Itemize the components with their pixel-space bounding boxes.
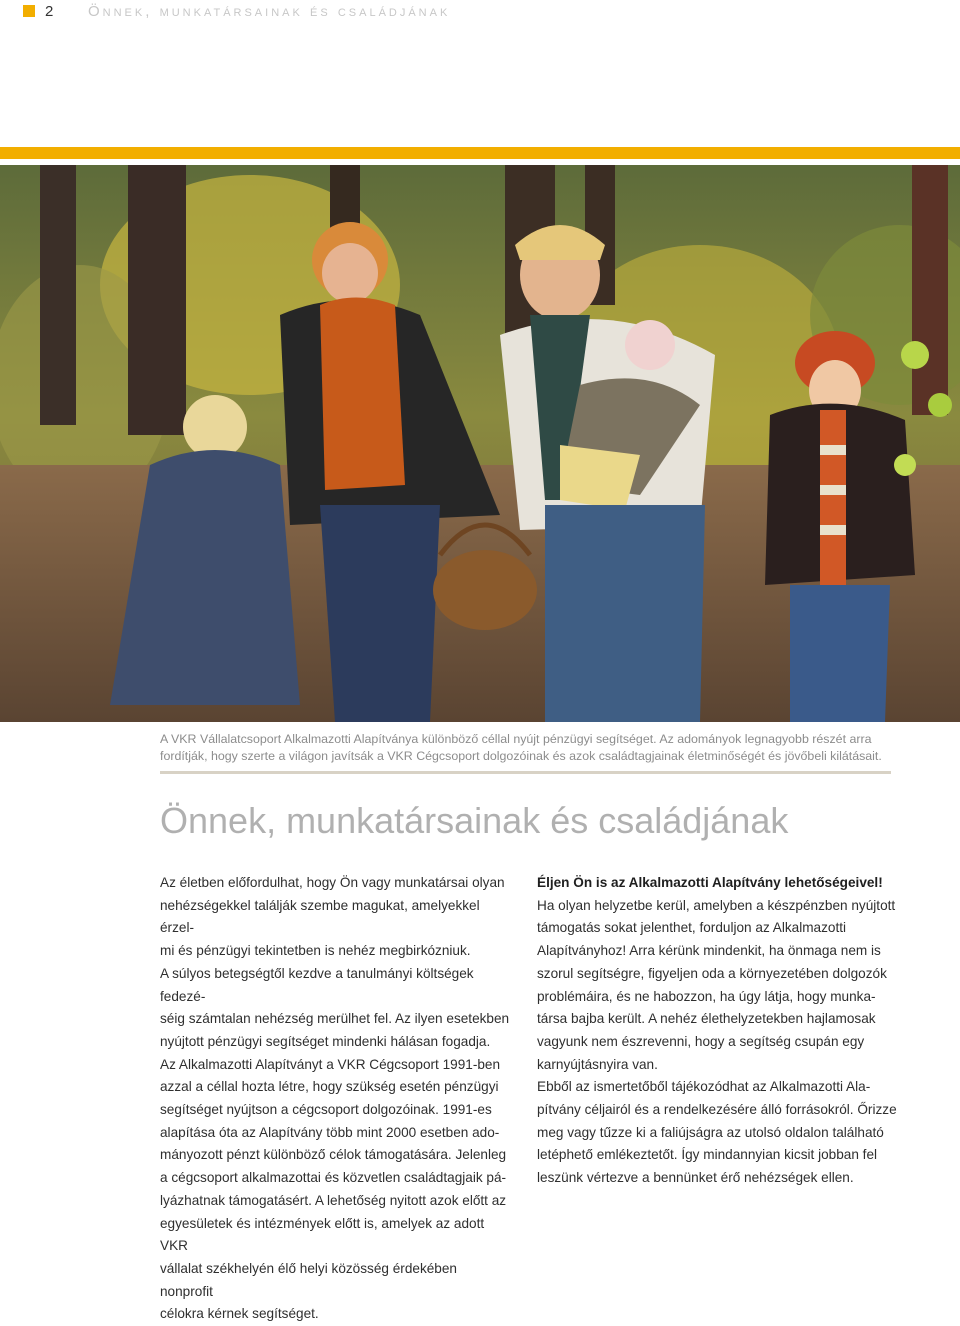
body-line: alapítása óta az Alapítvány több mint 2000 esetben ado- (160, 1124, 500, 1140)
section-rule (160, 771, 891, 774)
body-line: Az életben előfordulhat, hogy Ön vagy munkatársai olyan (160, 875, 505, 890)
right-column (537, 872, 897, 1190)
body-line: nehézségekkel találják szembe magukat, amelyekkel érzel- (160, 897, 480, 936)
lead-heading: Éljen Ön is az Alkalmazotti Alapítvány lehetőségeivel! (537, 875, 883, 890)
running-title: Önnek, munkatársainak és családjának (88, 3, 451, 20)
page-number: 2 (45, 3, 54, 20)
page-marker-square (23, 5, 35, 17)
body-line: meg vagy tűzze ki a faliújságra az utolsó oldalon található (537, 1124, 884, 1140)
body-line: séig számtalan nehézség merülhet fel. Az ilyen esetekben (160, 1011, 510, 1027)
body-line: szorul segítségre, figyeljen oda a környezetében dolgozók (537, 965, 887, 981)
body-line: társa bajba került. A nehéz élethelyzetekben hajlamosak (537, 1011, 876, 1027)
body-line: segítséget nyújtson a cégcsoport dolgozóinak. 1991-es (160, 1102, 492, 1118)
body-line: A súlyos betegségtől kezdve a tanulmányi költségek fedezé- (160, 965, 474, 1004)
body-line: Alapítványhoz! Arra kérünk mindenkit, ha önmaga nem is (537, 943, 881, 959)
family-photo (0, 165, 960, 722)
body-line: pítvány céljairól és a rendelkezésére álló forrásokról. Őrizze (537, 1102, 897, 1118)
accent-band (0, 147, 960, 159)
body-line: mányozott pénzt különböző célok támogatására. Jelenleg (160, 1147, 507, 1163)
body-line: a cégcsoport alkalmazottai és közvetlen családtagjaik pá- (160, 1170, 507, 1186)
body-line: egyesületek és intézmények előtt is, amelyek az adott VKR (160, 1215, 485, 1254)
body-line: mi és pénzügyi tekintetben is nehéz megbirkózniuk. (160, 943, 471, 959)
body-line: Az Alkalmazotti Alapítványt a VKR Cégcsoport 1991-ben (160, 1056, 501, 1072)
body-line: leszünk vértezve a bennünket érő nehézségek ellen. (537, 1170, 854, 1186)
photo-caption: A VKR Vállalatcsoport Alkalmazotti Alapítványa különböző céllal nyújt pénzügyi segítséget. Az adományok legnagyobb részét arra fordítják, hogy szerte a világon javítsák a VKR Cégcsoport dolgozóinak és azok családtagjainak életminőségét és jövőbeli kilátásait. (160, 732, 882, 763)
body-line: célokra kérnek segítséget. (160, 1306, 319, 1322)
page-title: Önnek, munkatársainak és családjának (160, 800, 789, 841)
left-column (160, 872, 510, 1326)
body-line: Ebből az ismertetőből tájékozódhat az Alkalmazotti Ala- (537, 1079, 871, 1095)
body-line: vállalat székhelyén élő helyi közösség érdekében nonprofit (160, 1260, 457, 1299)
body-line: letéphető emlékeztetőt. Így mindannyian kicsit jobban fel (537, 1147, 878, 1163)
body-line: nyújtott pénzügyi segítséget mindenki hálásan fogadja. (160, 1033, 491, 1049)
body-line: Ha olyan helyzetbe kerül, amelyben a készpénzben nyújtott (537, 897, 896, 913)
body-line: vagyunk nem észrevenni, hogy a segítség csupán egy (537, 1033, 865, 1049)
page-header (0, 0, 960, 30)
body-line: karnyújtásnyira van. (537, 1056, 658, 1072)
body-line: lyázhatnak támogatásért. A lehetőség nyitott azok előtt az (160, 1192, 507, 1208)
body-line: problémáira, és ne habozzon, ha úgy látja, hogy munka- (537, 988, 876, 1004)
body-line: azzal a céllal hozta létre, hogy szükség esetén pénzügyi (160, 1079, 499, 1095)
body-line: támogatás sokat jelenthet, forduljon az Alkalmazotti (537, 920, 847, 936)
